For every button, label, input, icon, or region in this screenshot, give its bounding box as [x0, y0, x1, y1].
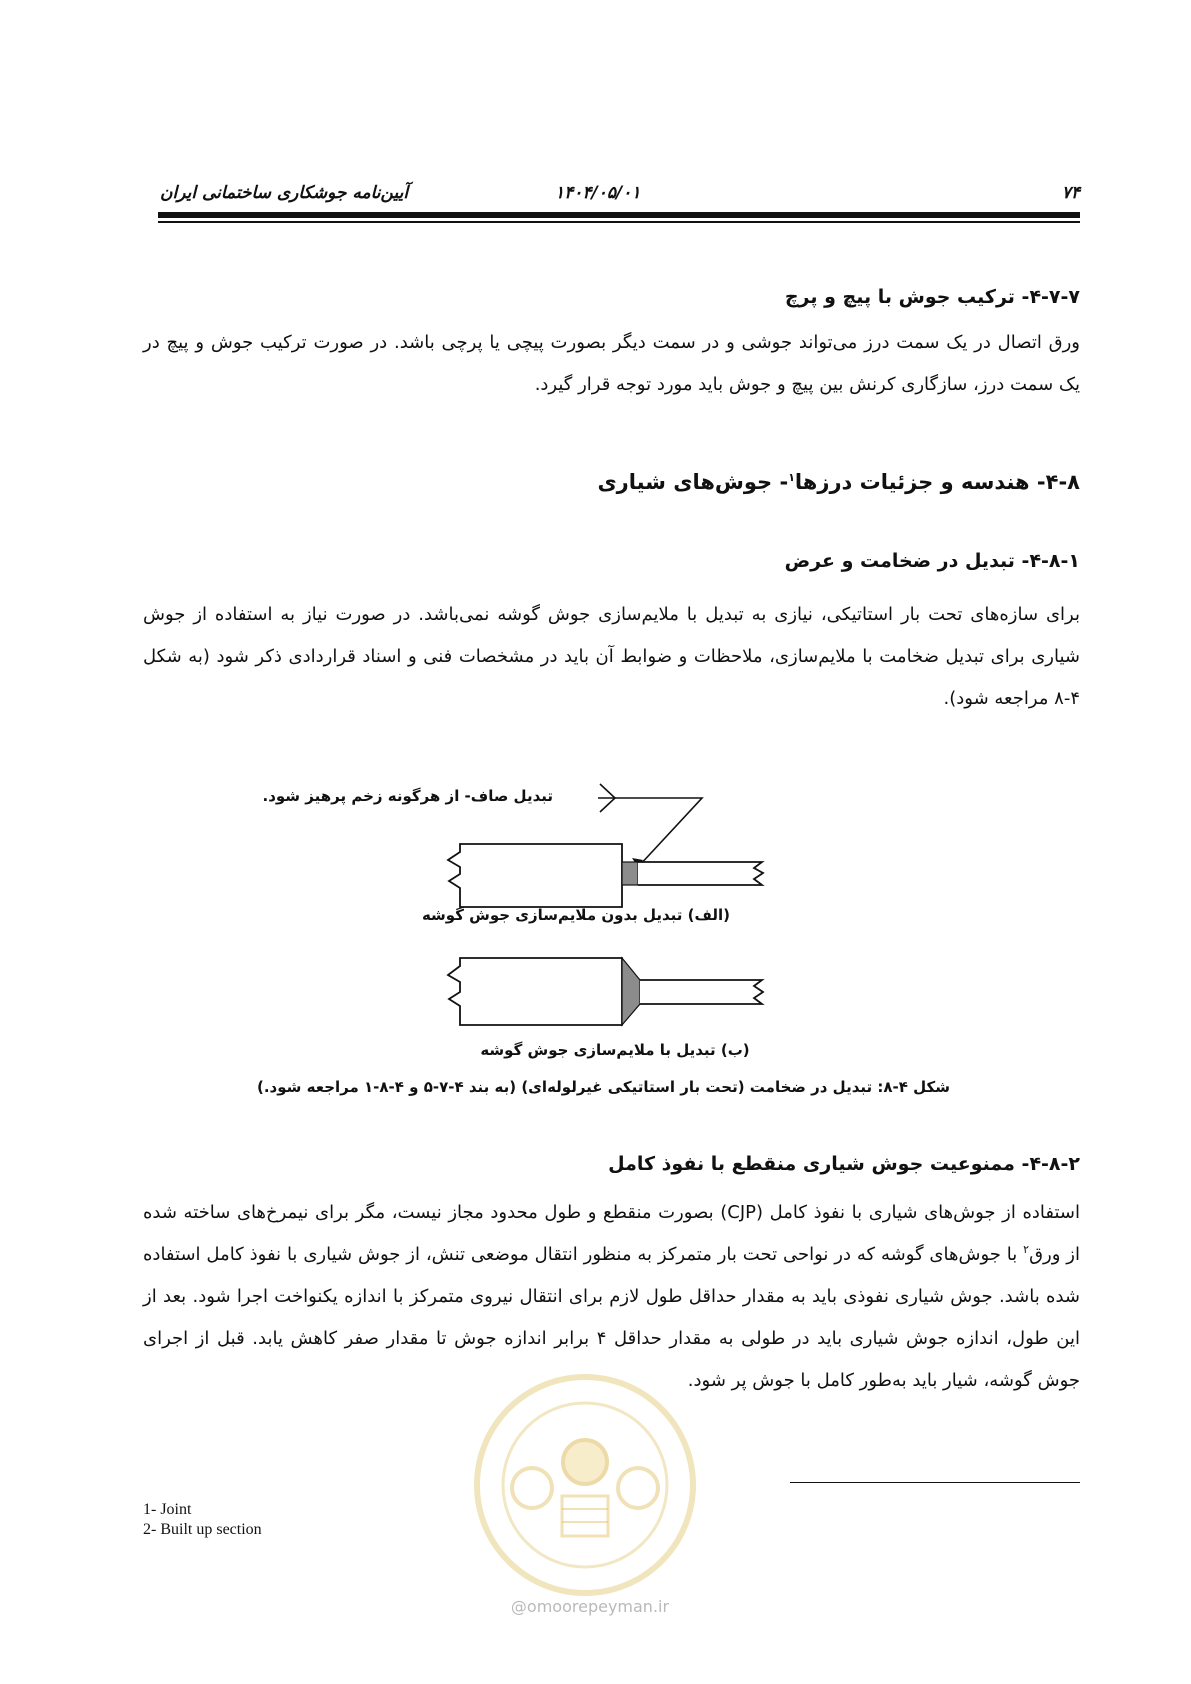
- section-4-8-heading-text: ۴-۸- هندسه و جزئیات درزها: [794, 470, 1080, 494]
- plate-a-thick: [448, 844, 622, 907]
- section-4-8-2-text-part2: با جوش‌های گوشه که در نواحی تحت بار متمرکز به منظور انتقال موضعی تنش، از جوش شیاری با نفوذ کامل استفاده شده باشد. جوش شیاری نفوذی باید به مقدار حداقل طول لازم برای انتقال نیروی متمرکز با اندازه یکنواخت اجرا شود. بعد از این طول، اندازه جوش شیاری باید در طولی به مقدار حداقل ۴ برابر اندازه جوش تا مقدار صفر کاهش یابد. قبل از اجرای جوش گوشه، شیار باید به‌طور کامل با جوش پر شود.: [143, 1244, 1081, 1391]
- plate-b-thick: [448, 958, 622, 1025]
- header-rule-thin: [158, 221, 1080, 223]
- weld-a: [622, 862, 638, 885]
- figure-caption-a: (الف) تبدیل بدون ملایم‌سازی جوش گوشه: [421, 906, 730, 924]
- section-4-8-1-heading: ۴-۸-۱- تبدیل در ضخامت و عرض: [784, 550, 1080, 572]
- footnote-ref-1: ۱: [788, 471, 795, 484]
- section-4-7-7-paragraph: ورق اتصال در یک سمت درز می‌تواند جوشی و در سمت دیگر بصورت پیچی یا پرچی باشد. در صورت ترکیب جوش و پیچ در یک سمت درز، سازگاری کرنش بین پیچ و جوش باید مورد توجه قرار گیرد.: [143, 332, 1080, 395]
- detail-b-group: [448, 958, 763, 1025]
- figure-caption: شکل ۴-۸: تبدیل در ضخامت (تحت بار استاتیکی غیرلوله‌ای) (به بند ۴-۷-۵ و ۴-۸-۱ مراجعه شود.): [257, 1078, 950, 1096]
- page-number: ۷۴: [1061, 183, 1080, 203]
- footnote-ref-2: ۲: [1023, 1243, 1030, 1256]
- figure-caption-b: (ب) تبدیل با ملایم‌سازی جوش گوشه: [480, 1041, 750, 1059]
- plate-b-thin: [640, 980, 763, 1004]
- section-4-8-1-paragraph: برای سازه‌های تحت بار استاتیکی، نیازی به تبدیل با ملایم‌سازی جوش گوشه نمی‌باشد. در صورت نیاز به استفاده از جوش شیاری برای تبدیل ضخامت با ملایم‌سازی، ملاحظات و ضوابط آن باید در مشخصات فنی و اسناد قراردادی ذکر شود (به شکل ۴-۸ مراجعه شود).: [143, 604, 1080, 709]
- section-4-8-2-text-part1: استفاده از جوش‌های شیاری با نفوذ کامل (CJP) بصورت منقطع و طول محدود مجاز نیست، مگر برای نیمرخ‌های ساخته شده از ورق: [143, 1202, 1080, 1265]
- section-4-7-7-heading: ۴-۷-۷- ترکیب جوش با پیچ و پرچ: [784, 286, 1080, 308]
- section-4-8-heading: [597, 470, 1080, 494]
- figure-callout-text: تبدیل صاف- از هرگونه زخم پرهیز شود.: [262, 787, 553, 805]
- header-rule-thick: [158, 212, 1080, 218]
- plate-a-thin: [638, 862, 763, 885]
- footnote-separator: [790, 1482, 1080, 1483]
- header-date: ۱۴۰۴/۰۵/۰۱: [555, 183, 641, 203]
- header-title: آیین‌نامه جوشکاری ساختمانی ایران: [160, 183, 409, 203]
- section-4-8-2-heading: ۴-۸-۲- ممنوعیت جوش شیاری منقطع با نفوذ کامل: [608, 1153, 1080, 1175]
- weld-b-tapered: [622, 958, 640, 1025]
- footnote-2: 2- Built up section: [143, 1521, 262, 1538]
- footnote-1: 1- Joint: [143, 1501, 192, 1518]
- watermark-seal: [470, 1370, 700, 1600]
- section-4-8-heading-suffix: - جوش‌های شیاری: [597, 470, 789, 494]
- watermark-site: @omoorepeyman.ir: [510, 1597, 670, 1616]
